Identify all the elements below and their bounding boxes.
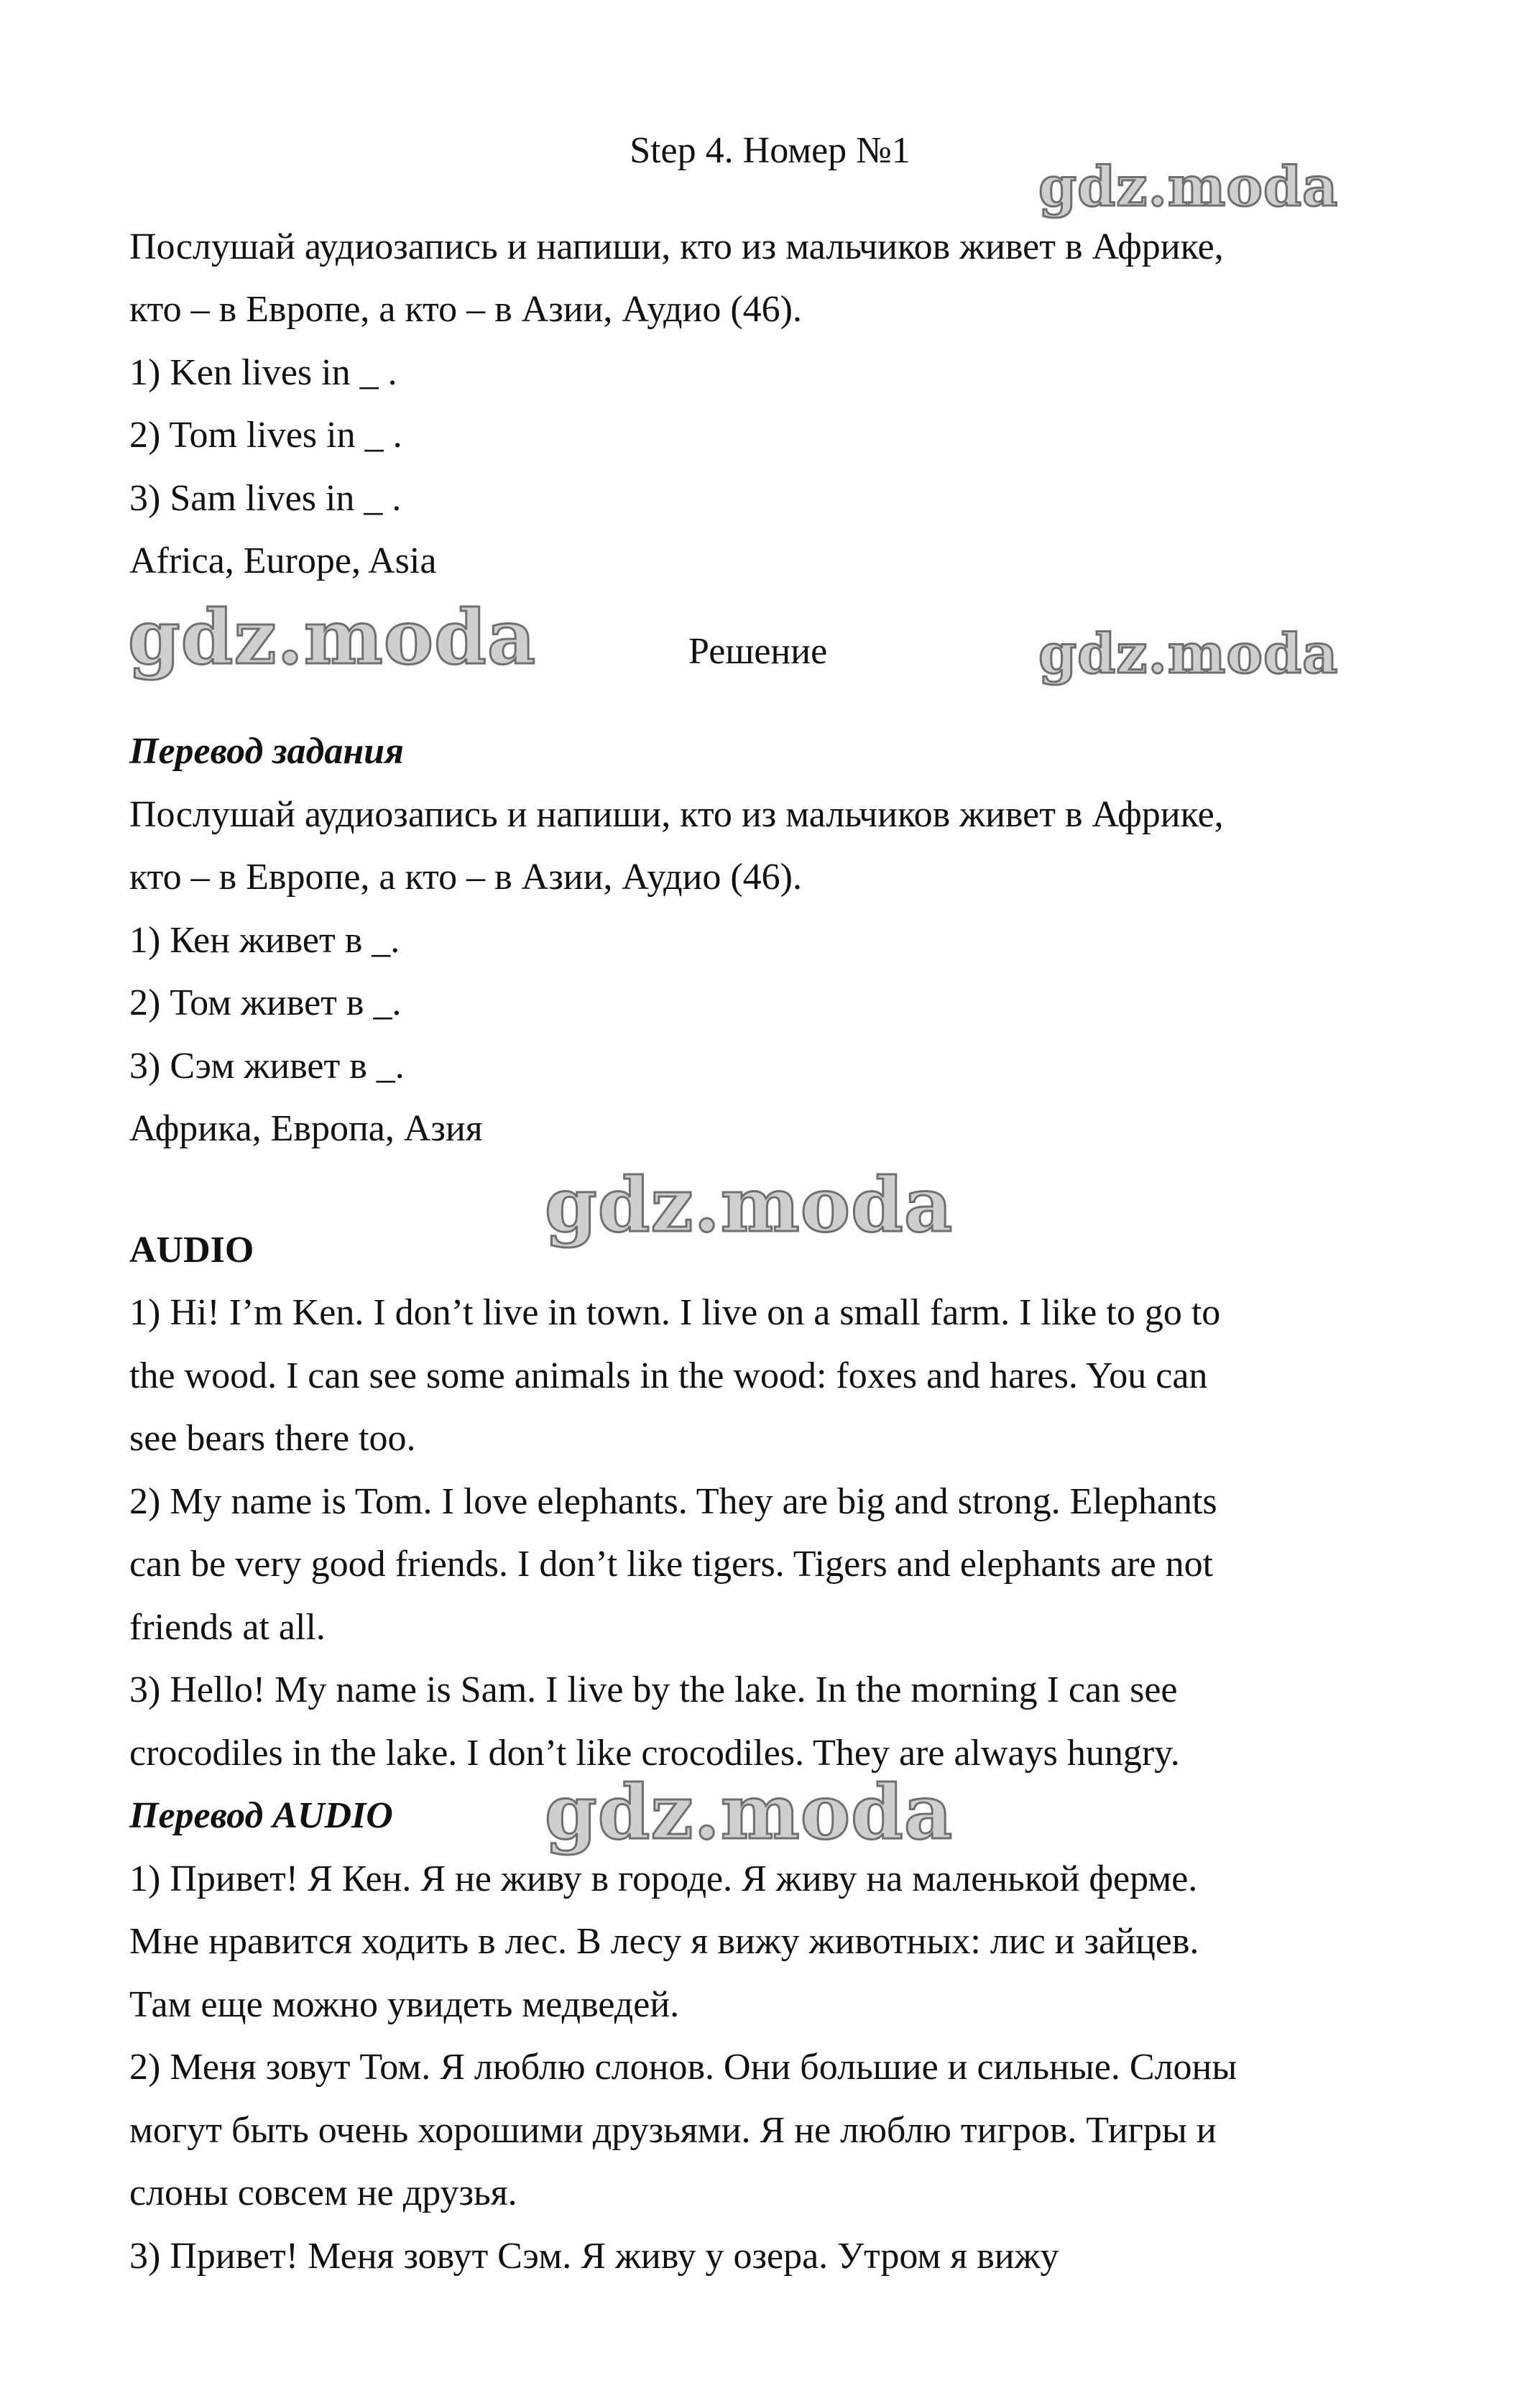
- task-line: 3) Sam lives in _ .: [129, 478, 402, 519]
- audio-translation-line: могут быть очень хорошими друзьями. Я не люблю тигров. Тигры и: [129, 2110, 1217, 2151]
- translation-line: Послушай аудиозапись и напиши, кто из мальчиков живет в Африке,: [129, 794, 1224, 835]
- page-title: Step 4. Номер №1: [630, 130, 910, 171]
- translation-line: 2) Том живет в _.: [129, 982, 402, 1023]
- audio-translation-line: Там еще можно увидеть медведей.: [129, 1984, 680, 2025]
- audio-line: friends at all.: [129, 1607, 326, 1648]
- audio-translation-line: слоны совсем не друзья.: [129, 2172, 517, 2213]
- audio-line: crocodiles in the lake. I don’t like crocodiles. They are always hungry.: [129, 1733, 1180, 1774]
- task-line: кто – в Европе, а кто – в Азии, Аудио (46).: [129, 289, 802, 330]
- translation-heading: Перевод задания: [129, 731, 404, 772]
- audio-line: the wood. I can see some animals in the wood: foxes and hares. You can: [129, 1355, 1208, 1396]
- watermark-logo: gdz.moda: [128, 593, 537, 681]
- translation-line: 1) Кен живет в _.: [129, 920, 400, 961]
- task-line: Africa, Europe, Asia: [129, 540, 437, 581]
- audio-line: 1) Hi! I’m Ken. I don’t live in town. I live on a small farm. I like to go to: [129, 1292, 1221, 1333]
- audio-translation-line: 2) Меня зовут Том. Я люблю слонов. Они большие и сильные. Слоны: [129, 2047, 1237, 2088]
- audio-translation-line: Мне нравится ходить в лес. В лесу я вижу животных: лис и зайцев.: [129, 1921, 1199, 1962]
- audio-translation-heading: Перевод AUDIO: [129, 1795, 393, 1836]
- watermark-logo: gdz.moda: [545, 1768, 954, 1856]
- task-line: 1) Ken lives in _ .: [129, 352, 397, 393]
- audio-translation-line: 3) Привет! Меня зовут Сэм. Я живу у озера. Утром я вижу: [129, 2236, 1059, 2277]
- translation-line: кто – в Европе, а кто – в Азии, Аудио (46).: [129, 857, 802, 898]
- audio-line: 2) My name is Tom. I love elephants. They are big and strong. Elephants: [129, 1481, 1217, 1522]
- audio-line: see bears there too.: [129, 1418, 416, 1459]
- task-line: 2) Tom lives in _ .: [129, 415, 402, 456]
- watermark-logo: gdz.moda: [1038, 622, 1339, 686]
- watermark-logo: gdz.moda: [545, 1161, 954, 1249]
- audio-heading: AUDIO: [129, 1230, 254, 1271]
- audio-line: can be very good friends. I don’t like tigers. Tigers and elephants are not: [129, 1544, 1214, 1585]
- translation-line: 3) Сэм живет в _.: [129, 1046, 405, 1087]
- audio-line: 3) Hello! My name is Sam. I live by the lake. In the morning I can see: [129, 1669, 1178, 1710]
- audio-translation-line: 1) Привет! Я Кен. Я не живу в городе. Я живу на маленькой ферме.: [129, 1858, 1198, 1899]
- task-line: Послушай аудиозапись и напиши, кто из мальчиков живет в Африке,: [129, 226, 1224, 267]
- watermark-logo: gdz.moda: [1038, 155, 1339, 218]
- translation-line: Африка, Европа, Азия: [129, 1108, 483, 1149]
- solution-label: Решение: [688, 631, 828, 672]
